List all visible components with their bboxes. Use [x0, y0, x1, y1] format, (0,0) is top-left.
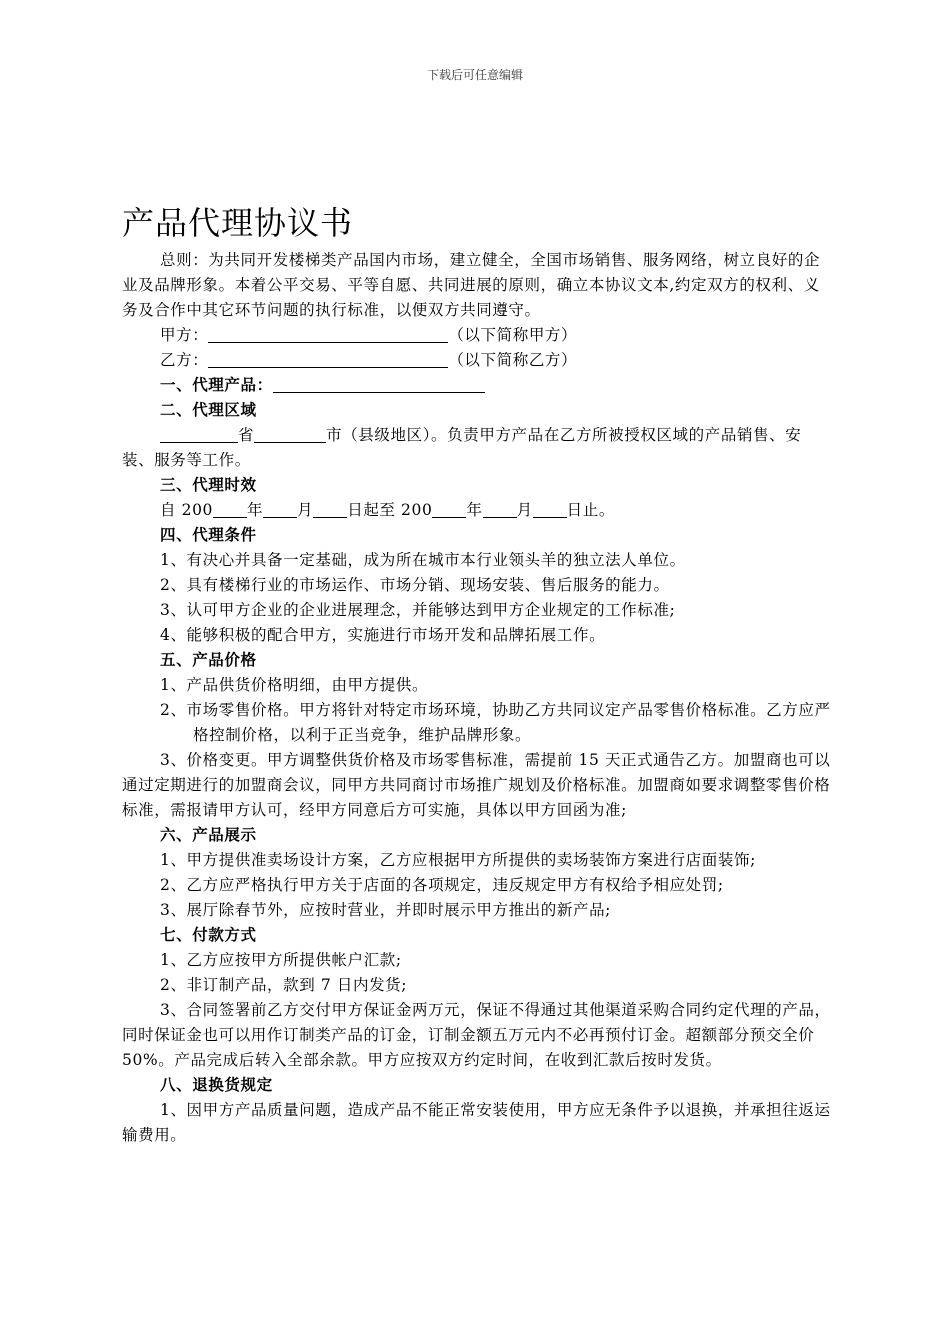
start-month-blank[interactable]	[263, 500, 297, 518]
display-item: 3、展厅除春节外，应按时营业，并即时展示甲方推出的新产品;	[160, 901, 611, 919]
return-item: 1、因甲方产品质量问题，造成产品不能正常安装使用，甲方应无条件予以退换，并承担往返运输费用。	[122, 1101, 831, 1144]
end-month-blank[interactable]	[483, 500, 517, 518]
condition-item: 2、具有楼梯行业的市场运作、市场分销、现场安装、售后服务的能力。	[160, 576, 670, 594]
end-year-blank[interactable]	[432, 500, 466, 518]
section-heading-2: 二、代理区域	[160, 401, 257, 419]
start-year-blank[interactable]	[213, 500, 247, 518]
section-heading-4: 四、代理条件	[160, 526, 257, 544]
party-a-blank[interactable]	[208, 325, 448, 343]
party-b-line: 乙方： （以下简称乙方）	[160, 351, 578, 369]
product-blank[interactable]	[273, 375, 485, 393]
condition-item: 4、能够积极的配合甲方，实施进行市场开发和品牌拓展工作。	[160, 626, 606, 644]
section-heading-1: 一、代理产品：	[122, 373, 832, 398]
section-heading-6: 六、产品展示	[160, 826, 257, 844]
payment-item: 3、合同签署前乙方交付甲方保证金两万元，保证不得通过其他渠道采购合同约定代理的产品，同时保证金也可以用作订制类产品的订金，订制金额五万元内不必再预付订金。超额部分预交全价 50%。产品完成后转入全部余款。甲方应按双方约定时间，在收到汇款后按时发货。	[122, 1001, 831, 1069]
condition-item: 1、有决心并具备一定基础，成为所在城市本行业领头羊的独立法人单位。	[160, 551, 686, 569]
payment-item: 2、非订制产品，款到 7 日内发货;	[160, 976, 408, 994]
payment-item: 1、乙方应按甲方所提供帐户汇款;	[160, 951, 402, 969]
display-item: 2、乙方应严格执行甲方关于店面的各项规定，违反规定甲方有权给予相应处罚;	[160, 876, 724, 894]
section-heading-7: 七、付款方式	[160, 926, 257, 944]
header-note: 下载后可任意编辑	[426, 68, 523, 82]
display-item: 1、甲方提供准卖场设计方案，乙方应根据甲方所提供的卖场装饰方案进行店面装饰;	[160, 851, 756, 869]
document-body	[122, 248, 832, 1148]
region-paragraph: 省 市（县级地区）。负责甲方产品在乙方所被授权区域的产品销售、安装、服务等工作。	[122, 426, 802, 469]
party-a-line: 甲方： （以下简称甲方）	[160, 326, 578, 344]
price-item: 3、价格变更。甲方调整供货价格及市场零售标准，需提前 15 天正式通告乙方。加盟商也可以通过定期进行的加盟商会议，同甲方共同商讨市场推广规划及价格标准。加盟商如要求调整零售价格标准，需报请甲方认可，经甲方同意后方可实施，具体以甲方回函为准;	[122, 751, 831, 819]
intro-paragraph: 总则：为共同开发楼梯类产品国内市场，建立健全，全国市场销售、服务网络，树立良好的企业及品牌形象。本着公平交易、平等自愿、共同进展的原则，确立本协议文本,约定双方的权利、义务及合作中其它环节问题的执行标准，以便双方共同遵守。	[122, 251, 821, 319]
province-blank[interactable]	[160, 425, 238, 443]
price-item: 1、产品供货价格明细，由甲方提供。	[160, 676, 429, 694]
section-heading-3: 三、代理时效	[160, 476, 257, 494]
condition-item: 3、认可甲方企业的企业进展理念，并能够达到甲方企业规定的工作标准;	[160, 601, 676, 619]
start-day-blank[interactable]	[313, 500, 347, 518]
section-heading-8: 八、退换货规定	[160, 1076, 273, 1094]
price-item: 2、市场零售价格。甲方将针对特定市场环境，协助乙方共同议定产品零售价格标准。乙方应严格控制价格，以利于正当竞争，维护品牌形象。	[160, 701, 831, 744]
end-day-blank[interactable]	[533, 500, 567, 518]
page-title: 产品代理协议书	[122, 204, 354, 242]
city-blank[interactable]	[254, 425, 326, 443]
section-heading-5: 五、产品价格	[160, 651, 257, 669]
term-line: 自 200 年 月 日起至 200 年 月 日止。	[160, 501, 615, 519]
party-b-blank[interactable]	[208, 350, 448, 368]
